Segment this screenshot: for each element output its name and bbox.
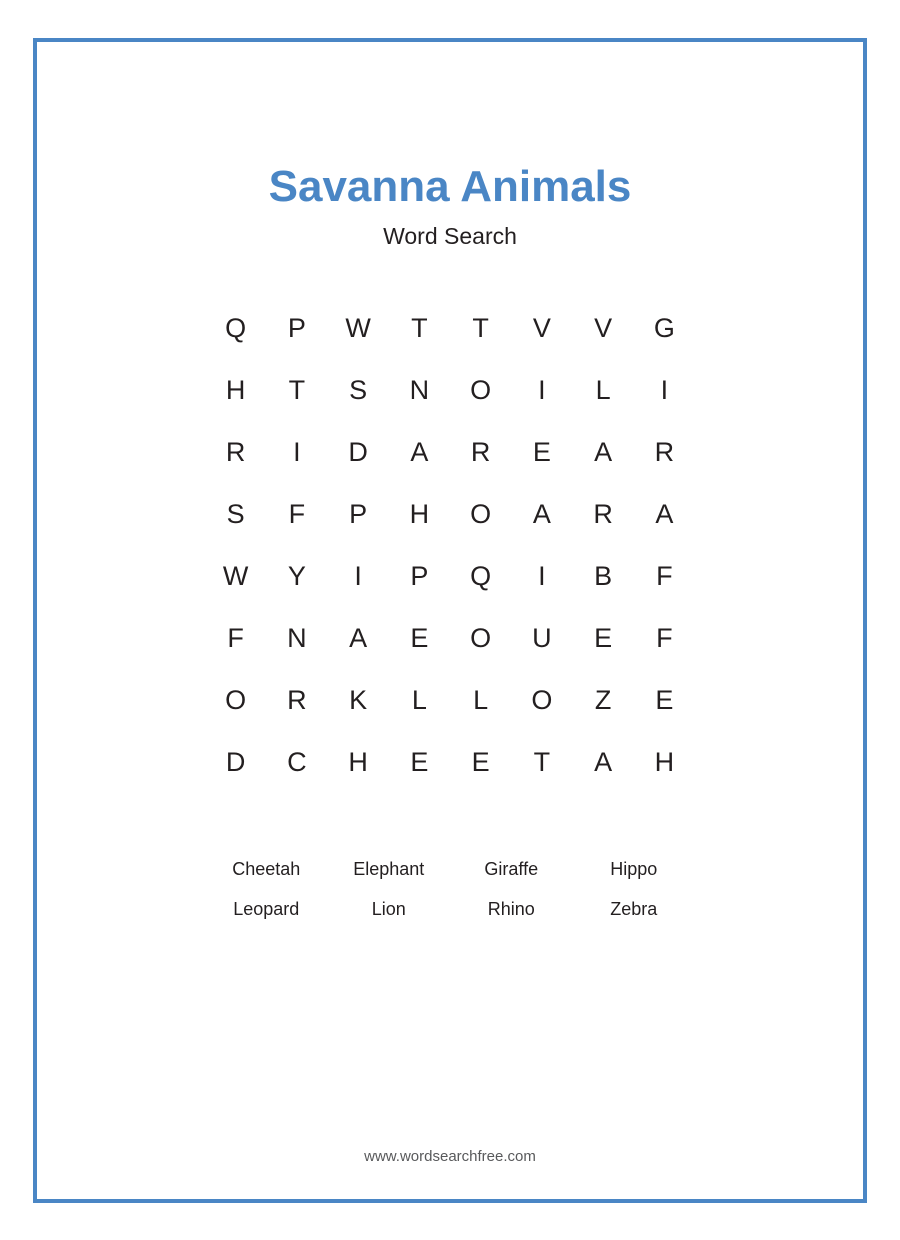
footer-url[interactable]: www.wordsearchfree.com <box>364 1148 536 1165</box>
grid-cell[interactable]: A <box>655 498 674 529</box>
word-search-grid <box>205 297 695 793</box>
grid-row <box>205 731 695 793</box>
grid-cell[interactable]: O <box>225 684 247 715</box>
grid-cell[interactable]: E <box>471 746 490 777</box>
grid-cell[interactable]: R <box>470 436 491 467</box>
grid-cell[interactable]: I <box>293 436 301 467</box>
word-list-item[interactable]: Zebra <box>610 898 658 919</box>
grid-cell[interactable]: T <box>533 746 551 777</box>
grid-cell[interactable]: Y <box>287 560 306 591</box>
grid-cell[interactable]: R <box>654 436 675 467</box>
grid-cell[interactable]: F <box>656 622 673 653</box>
grid-cell[interactable]: V <box>532 312 551 343</box>
grid-cell[interactable]: E <box>410 746 429 777</box>
grid-cell[interactable]: I <box>538 374 546 405</box>
page-subtitle: Word Search <box>383 223 517 250</box>
grid-row <box>205 607 695 669</box>
grid-cell[interactable]: R <box>593 498 613 529</box>
grid-cell[interactable]: B <box>594 560 613 591</box>
grid-cell[interactable]: S <box>226 498 245 529</box>
grid-cell[interactable]: A <box>594 436 613 467</box>
grid-cell[interactable]: H <box>654 746 675 777</box>
grid-cell[interactable]: W <box>222 560 249 591</box>
grid-cell[interactable]: Z <box>594 684 612 715</box>
grid-cell[interactable]: L <box>595 374 611 405</box>
word-list <box>205 849 695 929</box>
grid-cell[interactable]: G <box>653 312 675 343</box>
grid-cell[interactable]: D <box>348 436 368 467</box>
grid-cell[interactable]: L <box>411 684 427 715</box>
grid-cell[interactable]: U <box>532 622 552 653</box>
grid-cell[interactable]: K <box>349 684 368 715</box>
grid-cell[interactable]: F <box>656 560 673 591</box>
grid-cell[interactable]: F <box>227 622 244 653</box>
grid-cell[interactable]: A <box>410 436 429 467</box>
word-list-item[interactable]: Hippo <box>610 858 658 879</box>
grid-cell[interactable]: C <box>287 746 307 777</box>
grid-cell[interactable]: F <box>288 498 306 529</box>
grid-cell[interactable]: E <box>655 684 674 715</box>
grid-cell[interactable]: O <box>470 498 492 529</box>
grid-row <box>205 297 695 359</box>
word-list-item[interactable]: Cheetah <box>232 858 301 879</box>
grid-cell[interactable]: I <box>660 374 669 405</box>
grid-cell[interactable]: T <box>288 374 306 405</box>
grid-row <box>205 545 695 607</box>
grid-row <box>205 421 695 483</box>
word-list-row <box>205 849 695 889</box>
word-list-row <box>205 889 695 929</box>
grid-cell[interactable]: O <box>470 374 492 405</box>
grid-cell[interactable]: R <box>225 436 246 467</box>
grid-cell[interactable]: E <box>410 622 429 653</box>
grid-cell[interactable]: A <box>594 746 613 777</box>
grid-cell[interactable]: Q <box>225 312 247 343</box>
grid-row <box>205 359 695 421</box>
grid-cell[interactable]: R <box>287 684 307 715</box>
grid-cell[interactable]: T <box>472 312 489 343</box>
grid-cell[interactable]: P <box>410 560 429 591</box>
grid-cell[interactable]: D <box>225 746 246 777</box>
word-list-item[interactable]: Elephant <box>353 858 425 879</box>
grid-cell[interactable]: O <box>531 684 553 715</box>
grid-cell[interactable]: E <box>532 436 551 467</box>
grid-cell[interactable]: H <box>225 374 246 405</box>
page-title: Savanna Animals <box>268 162 632 211</box>
grid-cell[interactable]: I <box>354 560 362 591</box>
grid-cell[interactable]: A <box>532 498 551 529</box>
grid-cell[interactable]: H <box>348 746 368 777</box>
grid-cell[interactable]: V <box>594 312 613 343</box>
grid-cell[interactable]: N <box>409 374 430 405</box>
grid-cell[interactable]: N <box>287 622 307 653</box>
grid-cell[interactable]: O <box>470 622 492 653</box>
word-list-item[interactable]: Rhino <box>487 898 535 919</box>
grid-row <box>205 483 695 545</box>
grid-cell[interactable]: E <box>594 622 613 653</box>
grid-cell[interactable]: P <box>287 312 306 343</box>
grid-cell[interactable]: I <box>538 560 546 591</box>
grid-cell[interactable]: A <box>349 622 368 653</box>
grid-cell[interactable]: P <box>349 498 368 529</box>
word-list-item[interactable]: Lion <box>371 898 406 919</box>
word-list-item[interactable]: Leopard <box>233 898 300 919</box>
word-list-item[interactable]: Giraffe <box>484 858 539 879</box>
grid-cell[interactable]: T <box>411 312 428 343</box>
grid-cell[interactable]: S <box>349 374 368 405</box>
grid-cell[interactable]: Q <box>470 560 492 591</box>
grid-cell[interactable]: H <box>409 498 430 529</box>
grid-cell[interactable]: W <box>345 312 371 343</box>
grid-row <box>205 669 695 731</box>
grid-cell[interactable]: L <box>473 684 489 715</box>
